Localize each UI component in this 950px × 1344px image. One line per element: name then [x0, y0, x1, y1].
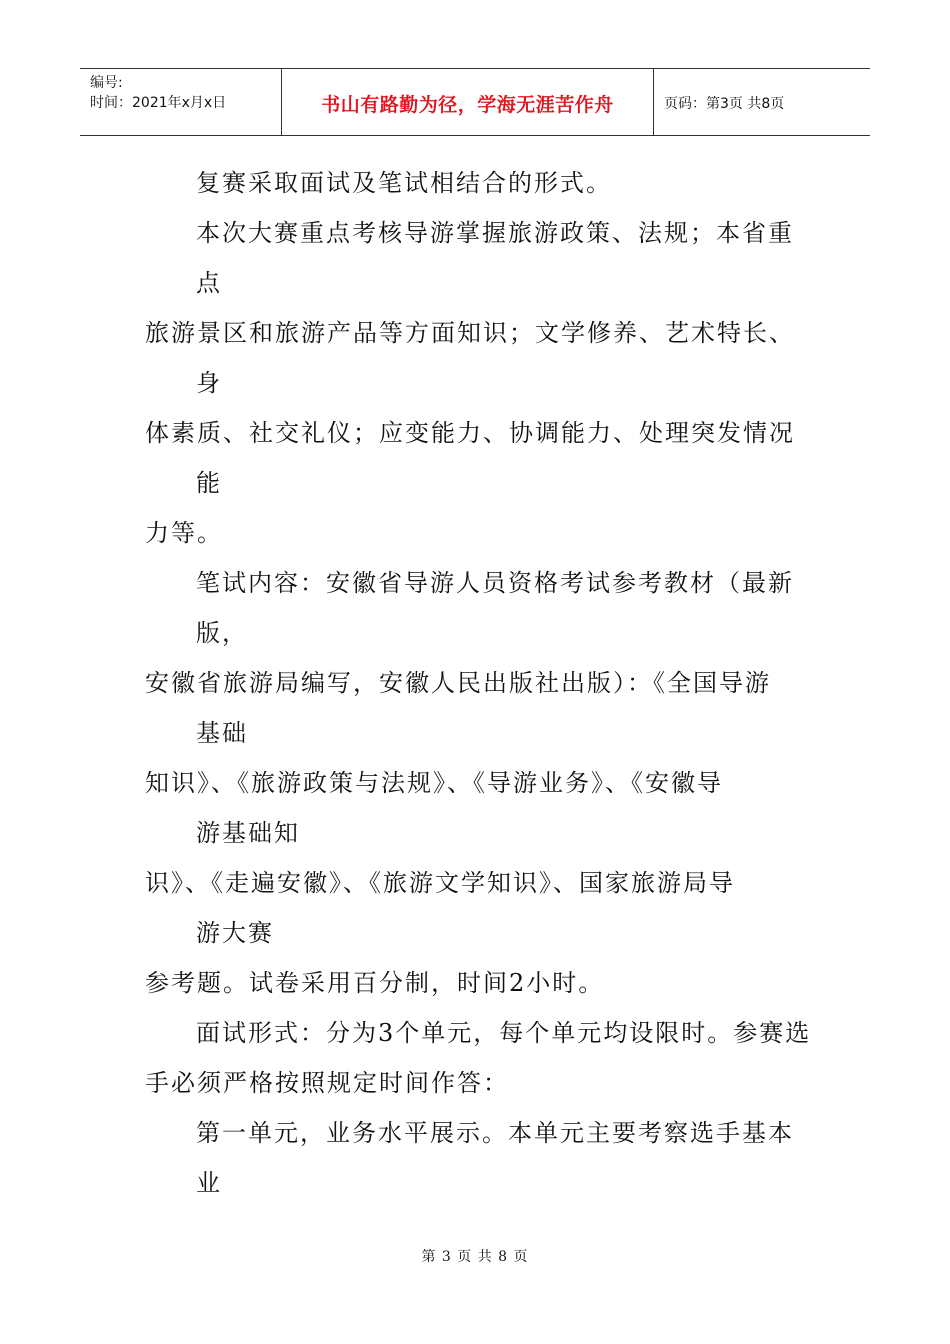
body-line: 力等。	[145, 519, 223, 547]
body-line: 手必须严格按照规定时间作答：	[145, 1069, 509, 1097]
header-motto: 书山有路勤为径，学海无涯苦作舟	[282, 69, 654, 135]
header-page-info: 页码：第3页 共8页	[664, 96, 785, 112]
body-line: 游基础知	[196, 819, 300, 847]
body-line: 身	[196, 369, 222, 397]
body-line: 业	[196, 1169, 222, 1197]
body-line: 参考题。试卷采用百分制，时间2小时。	[145, 969, 605, 997]
body-line: 笔试内容：安徽省导游人员资格考试参考教材（最新	[196, 569, 794, 597]
body-line: 点	[196, 269, 222, 297]
body-line: 识》、《走遍安徽》、《旅游文学知识》、国家旅游局导	[145, 869, 735, 897]
document-time-label: 时间：2021年x月x日	[90, 95, 227, 111]
body-line: 体素质、社交礼仪；应变能力、协调能力、处理突发情况	[145, 419, 795, 447]
body-line: 版，	[196, 619, 248, 647]
body-line: 游大赛	[196, 919, 274, 947]
body-line: 安徽省旅游局编写，安徽人民出版社出版）：《全国导游	[145, 669, 771, 697]
document-number-label: 编号:	[90, 75, 123, 91]
body-line: 基础	[196, 719, 248, 747]
body-line: 旅游景区和旅游产品等方面知识；文学修养、艺术特长、	[145, 319, 795, 347]
body-line: 知识》、《旅游政策与法规》、《导游业务》、《安徽导	[145, 769, 723, 797]
body-line: 复赛采取面试及笔试相结合的形式。	[196, 169, 612, 197]
body-line: 本次大赛重点考核导游掌握旅游政策、法规；本省重	[196, 219, 794, 247]
body-line: 能	[196, 469, 222, 497]
body-line: 第一单元，业务水平展示。本单元主要考察选手基本	[196, 1119, 794, 1147]
header-meta	[80, 69, 282, 135]
body-line: 面试形式：分为3个单元，每个单元均设限时。参赛选	[196, 1019, 812, 1047]
page-footer: 第 3 页 共 8 页	[421, 1249, 529, 1265]
page-header	[80, 68, 870, 136]
